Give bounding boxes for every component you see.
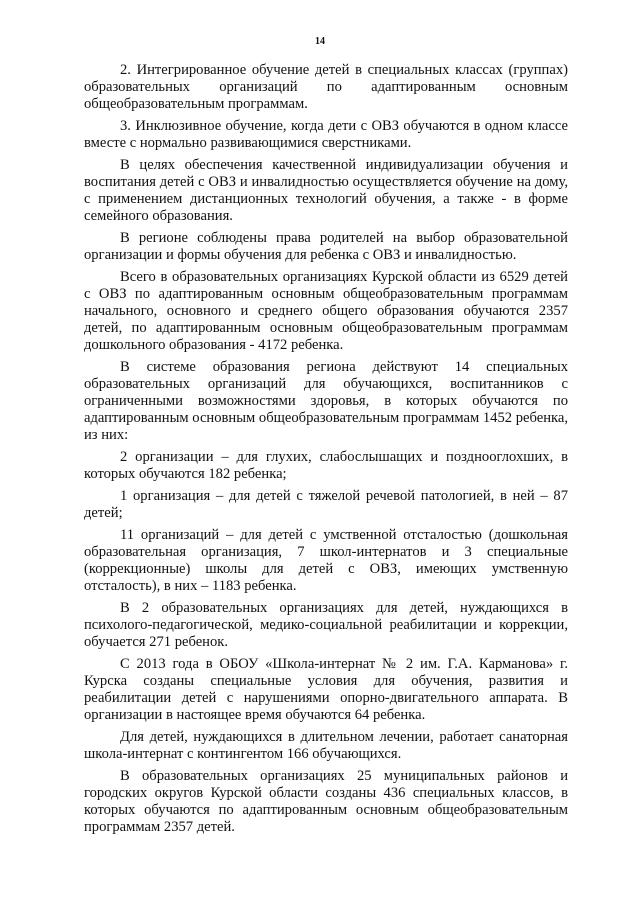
page-number: 14 bbox=[315, 36, 325, 47]
paragraph-sanatorium-school: Для детей, нуждающихся в длительном лечении, работает санаторная школа-интернат с контингентом 166 обучающихся. bbox=[84, 729, 568, 762]
paragraph-rehabilitation-organizations: В 2 образовательных организациях для детей, нуждающихся в психолого-педагогической, медико-социальной реабилитации и коррекции, обучается 271 ребенок. bbox=[84, 600, 568, 650]
paragraph-intellectual-organizations: 11 организаций – для детей с умственной отсталостью (дошкольная образовательная организация, 7 школ-интернатов и 3 специальные (коррекционные) школы для детей с ОВЗ, имеющих умственную отсталость), в них – 1183 ребенка. bbox=[84, 527, 568, 594]
paragraph-individualization: В целях обеспечения качественной индивидуализации обучения и воспитания детей с ОВЗ и инвалидностью осуществляется обучение на дому, с применением дистанционных технологий обучения, а также - в форме семейного образования. bbox=[84, 157, 568, 224]
paragraph-parents-rights: В регионе соблюдены права родителей на выбор образовательной организации и формы обучения для ребенка с ОВЗ и инвалидностью. bbox=[84, 230, 568, 263]
paragraph-inclusive-education: 3. Инклюзивное обучение, когда дети с ОВЗ обучаются в одном классе вместе с нормально развивающимися сверстниками. bbox=[84, 118, 568, 151]
paragraph-speech-organization: 1 организация – для детей с тяжелой речевой патологией, в ней – 87 детей; bbox=[84, 488, 568, 521]
paragraph-special-classes: В образовательных организациях 25 муниципальных районов и городских округов Курской области созданы 436 специальных классов, в которых обучаются по адаптированным основным общеобразовательным программам 2357 детей. bbox=[84, 768, 568, 835]
paragraph-special-organizations: В системе образования региона действуют 14 специальных образовательных организаций для обучающихся, воспитанников с ограниченными возможностями здоровья, в которых обучаются по адаптированным основным общеобразовательным программам 1452 ребенка, из них: bbox=[84, 359, 568, 443]
paragraph-integrated-education: 2. Интегрированное обучение детей в специальных классах (группах) образовательных организаций по адаптированным основным общеобразовательным программам. bbox=[84, 62, 568, 112]
paragraph-deaf-organizations: 2 организации – для глухих, слабослышащих и позднооглохших, в которых обучаются 182 ребенка; bbox=[84, 449, 568, 482]
paragraph-karmanov-school: С 2013 года в ОБОУ «Школа-интернат № 2 им. Г.А. Карманова» г. Курска созданы специальные условия для обучения, развития и реабилитации детей с нарушениями опорно-двигательного аппарата. В организации в настоящее время обучаются 64 ребенка. bbox=[84, 656, 568, 723]
paragraph-total-children: Всего в образовательных организациях Курской области из 6529 детей с ОВЗ по адаптированным основным общеобразовательным программам начального, основного и среднего общего образования обучаются 2357 детей, по адаптированным основным общеобразовательным программам дошкольного образования - 4172 ребенка. bbox=[84, 269, 568, 353]
document-body bbox=[84, 62, 568, 841]
